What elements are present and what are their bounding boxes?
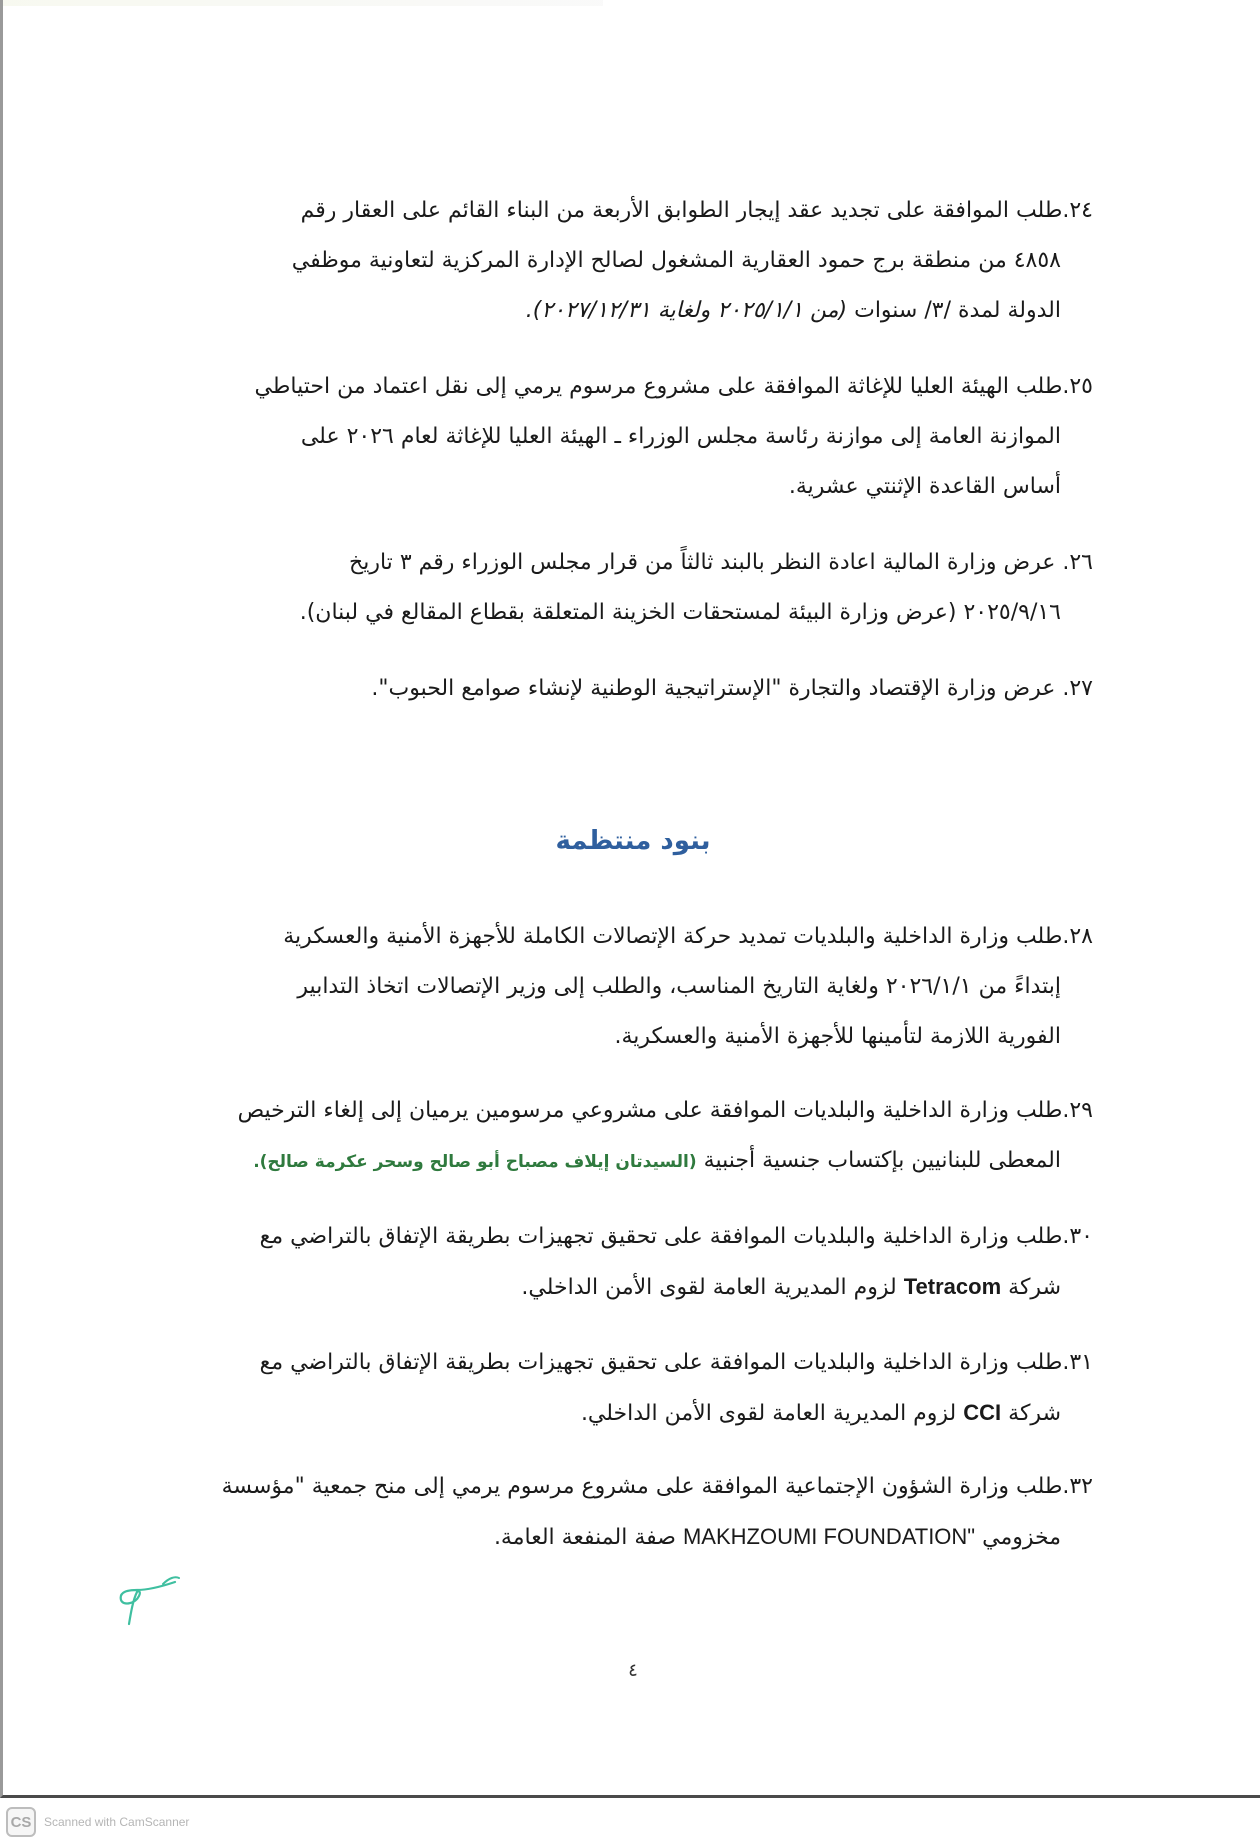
item-line: المعطى للبنانيين بإكتساب جنسية أجنبية (السيدتان إيلاف مصباح أبو صالح وسحر عكرمة صالح).	[253, 1148, 1061, 1173]
item-line: أساس القاعدة الإثنتي عشرية.	[788, 474, 1061, 499]
agenda-item-28	[178, 912, 1093, 1062]
item-number: ٢٩.	[1062, 1098, 1093, 1123]
agenda-item-26	[178, 538, 1093, 638]
agenda-item-25	[178, 362, 1093, 512]
item-line: ٢٥.طلب الهيئة العليا للإغاثة الموافقة على مشروع مرسوم يرمي إلى نقل اعتماد من احتياطي	[254, 374, 1093, 399]
agenda-item-32	[178, 1462, 1093, 1563]
item-line: الموازنة العامة إلى موازنة رئاسة مجلس الوزراء ـ الهيئة العليا للإغاثة لعام ٢٠٢٦ على	[300, 424, 1061, 449]
item-number: ٢٥.	[1062, 374, 1093, 399]
scanner-watermark	[6, 1804, 189, 1840]
camscanner-logo-icon: CS	[6, 1807, 36, 1837]
item-line: ٢٧. عرض وزارة الإقتصاد والتجارة "الإستراتيجية الوطنية لإنشاء صوامع الحبوب".	[371, 676, 1093, 701]
watermark-text: Scanned with CamScanner	[44, 1815, 190, 1829]
item-line: ٢٩.طلب وزارة الداخلية والبلديات الموافقة على مشروعي مرسومين يرميان إلى إلغاء الترخيص	[237, 1098, 1093, 1123]
scan-artifact	[3, 0, 603, 6]
item-line: ٢٨.طلب وزارة الداخلية والبلديات تمديد حركة الإتصالات الكاملة للأجهزة الأمنية والعسكرية	[283, 924, 1093, 949]
date-range: (من ٢٠٢٥/١/١ ولغاية ٢٠٢٧/١٢/٣١).	[525, 298, 848, 323]
section-title: بنود منتظمة	[555, 826, 711, 856]
item-number: ٣٠.	[1062, 1224, 1093, 1249]
item-number: ٢٤.	[1062, 198, 1093, 223]
item-line: إبتداءً من ٢٠٢٦/١/١ ولغاية التاريخ المناسب، والطلب إلى وزير الإتصالات اتخاذ التدابير	[297, 974, 1061, 999]
company-name: CCI	[963, 1400, 1002, 1425]
company-name: Tetracom	[903, 1274, 1002, 1299]
item-line: ٢٦. عرض وزارة المالية اعادة النظر بالبند ثالثاً من قرار مجلس الوزراء رقم ٣ تاريخ	[349, 550, 1093, 575]
names-note: (السيدتان إيلاف مصباح أبو صالح وسحر عكرمة صالح).	[253, 1152, 697, 1172]
agenda-item-27	[178, 664, 1093, 714]
agenda-item-24	[178, 186, 1093, 336]
item-number: ٢٨.	[1062, 924, 1093, 949]
item-line: ٢٠٢٥/٩/١٦ (عرض وزارة البيئة لمستحقات الخزينة المتعلقة بقطاع المقالع في لبنان).	[299, 600, 1061, 625]
signature-icon	[113, 1570, 203, 1630]
item-line: ٣٠.طلب وزارة الداخلية والبلديات الموافقة على تحقيق تجهيزات بطريقة الإتفاق بالتراضي مع	[259, 1224, 1093, 1249]
agenda-item-29	[178, 1086, 1093, 1187]
item-line: ٣١.طلب وزارة الداخلية والبلديات الموافقة على تحقيق تجهيزات بطريقة الإتفاق بالتراضي مع	[259, 1350, 1093, 1375]
item-line: ٤٨٥٨ من منطقة برج حمود العقارية المشغول لصالح الإدارة المركزية لتعاونية موظفي	[291, 248, 1061, 273]
page-number: ٤	[628, 1660, 638, 1681]
agenda-item-31	[178, 1338, 1093, 1439]
item-number: ٣١.	[1062, 1350, 1093, 1375]
item-number: ٢٧.	[1062, 676, 1093, 701]
item-number: ٢٦.	[1062, 550, 1093, 575]
item-line: شركة Tetracom لزوم المديرية العامة لقوى الأمن الداخلي.	[521, 1274, 1061, 1300]
item-line: الدولة لمدة /٣/ سنوات (من ٢٠٢٥/١/١ ولغاية ٢٠٢٧/١٢/٣١).	[525, 298, 1061, 323]
item-line: مخزومي MAKHZOUMI FOUNDATION" صفة المنفعة العامة.	[493, 1524, 1061, 1550]
item-line: شركة CCI لزوم المديرية العامة لقوى الأمن الداخلي.	[580, 1400, 1061, 1426]
agenda-item-30	[178, 1212, 1093, 1313]
item-line: ٣٢.طلب وزارة الشؤون الإجتماعية الموافقة على مشروع مرسوم يرمي إلى منح جمعية "مؤسسة	[221, 1474, 1093, 1499]
item-line: ٢٤.طلب الموافقة على تجديد عقد إيجار الطوابق الأربعة من البناء القائم على العقار رقم	[300, 198, 1093, 223]
foundation-name: MAKHZOUMI FOUNDATION"	[682, 1524, 976, 1549]
item-number: ٣٢.	[1062, 1474, 1093, 1499]
item-line: الفورية اللازمة لتأمينها للأجهزة الأمنية والعسكرية.	[614, 1024, 1061, 1049]
